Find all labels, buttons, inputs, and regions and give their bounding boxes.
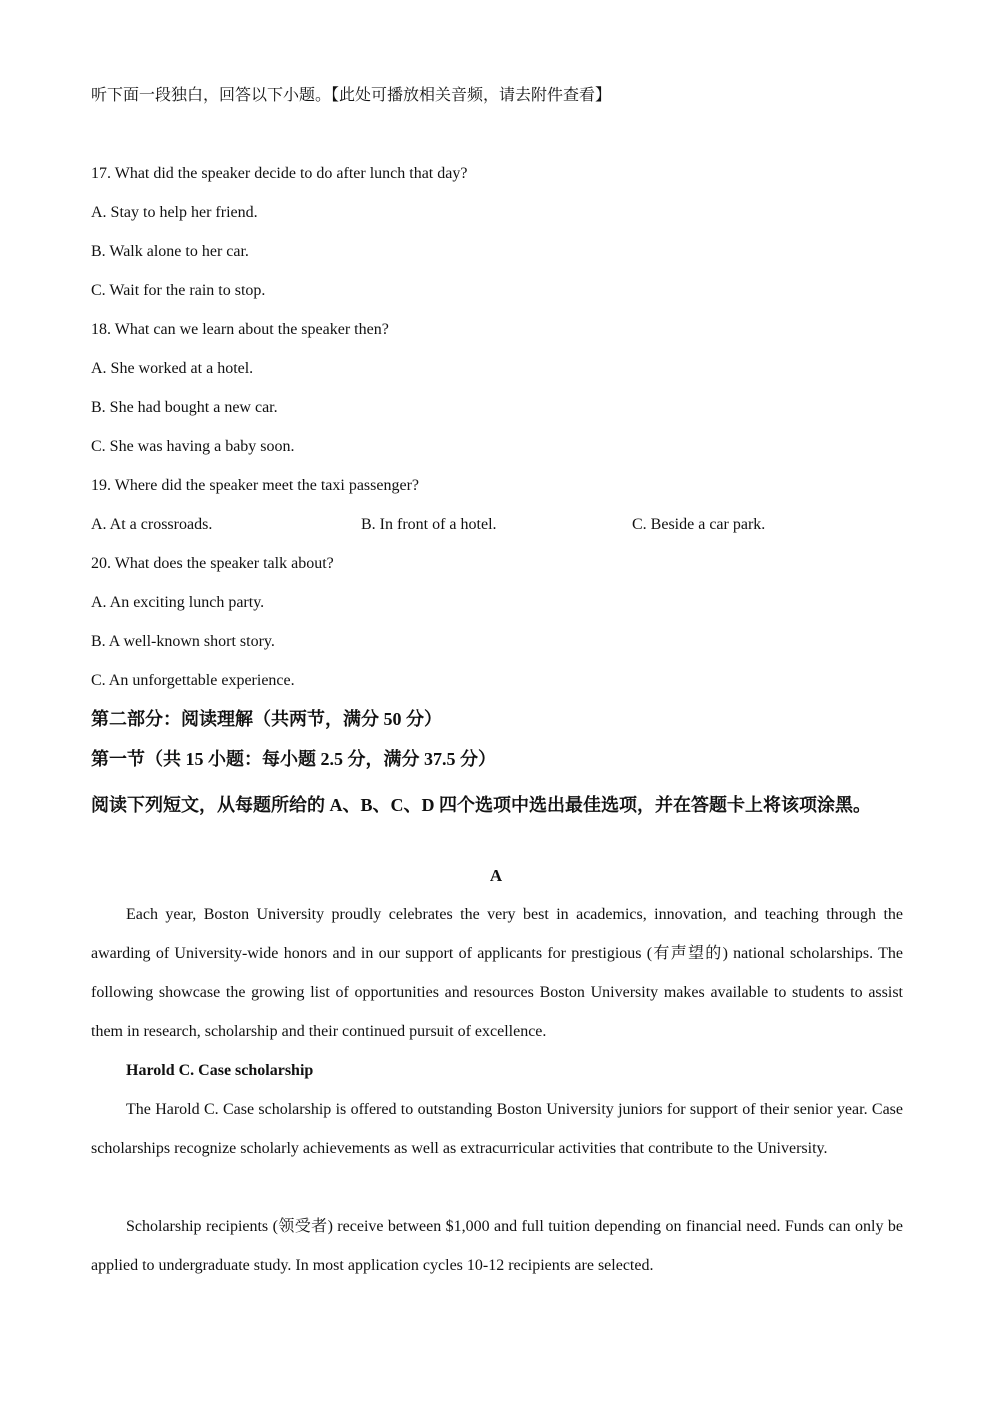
passage-label: A bbox=[489, 866, 503, 885]
section-one-title: 第一节（共 15 小题：每小题 2.5 分，满分 37.5 分） bbox=[91, 749, 496, 769]
passage-paragraph-1: Each year, Boston University proudly celebrates the very best in academics, innovation, and teaching through the awarding of University-wide honors and in our support of applicants for prestigious (有声望的) national scholarships. The following showcase the growing list of opportunities and resources Boston University makes available to students to assist them in research, scholarship and their continued pursuit of excellence. bbox=[91, 906, 903, 1040]
question-18: 18. What can we learn about the speaker then? bbox=[91, 321, 389, 338]
q17-option-a: A. Stay to help her friend. bbox=[91, 204, 258, 221]
q17-option-c: C. Wait for the rain to stop. bbox=[91, 282, 266, 299]
listening-intro: 听下面一段独白，回答以下小题。【此处可播放相关音频，请去附件查看】 bbox=[91, 87, 612, 104]
reading-instruction: 阅读下列短文，从每题所给的 A、B、C、D 四个选项中选出最佳选项，并在答题卡上将该项涂黑。 bbox=[91, 795, 871, 815]
passage-paragraph-2: The Harold C. Case scholarship is offered to outstanding Boston University juniors for support of their senior year. Case scholarships recognize scholarly achievements as well as extracurricular activities that contribute to the University. bbox=[91, 1101, 903, 1157]
q20-option-a: A. An exciting lunch party. bbox=[91, 594, 265, 611]
q19-option-a: A. At a crossroads. bbox=[91, 516, 213, 533]
q18-option-c: C. She was having a baby soon. bbox=[91, 438, 295, 455]
passage-paragraph-3: Scholarship recipients (领受者) receive between $1,000 and full tuition depending on financial need. Funds can only be applied to undergraduate study. In most application cycles 10-12 recipients are selected. bbox=[91, 1218, 903, 1274]
subheading-case-scholarship: Harold C. Case scholarship bbox=[126, 1062, 314, 1079]
question-17: 17. What did the speaker decide to do after lunch that day? bbox=[91, 165, 468, 182]
q17-option-b: B. Walk alone to her car. bbox=[91, 243, 249, 260]
q18-option-b: B. She had bought a new car. bbox=[91, 399, 278, 416]
q20-option-c: C. An unforgettable experience. bbox=[91, 672, 295, 689]
q18-option-a: A. She worked at a hotel. bbox=[91, 360, 254, 377]
part-two-title: 第二部分：阅读理解（共两节，满分 50 分） bbox=[91, 709, 442, 729]
q19-option-c: C. Beside a car park. bbox=[632, 516, 766, 533]
q20-option-b: B. A well-known short story. bbox=[91, 633, 275, 650]
question-19: 19. Where did the speaker meet the taxi passenger? bbox=[91, 477, 420, 494]
question-20: 20. What does the speaker talk about? bbox=[91, 555, 334, 572]
q19-option-b: B. In front of a hotel. bbox=[361, 516, 497, 533]
